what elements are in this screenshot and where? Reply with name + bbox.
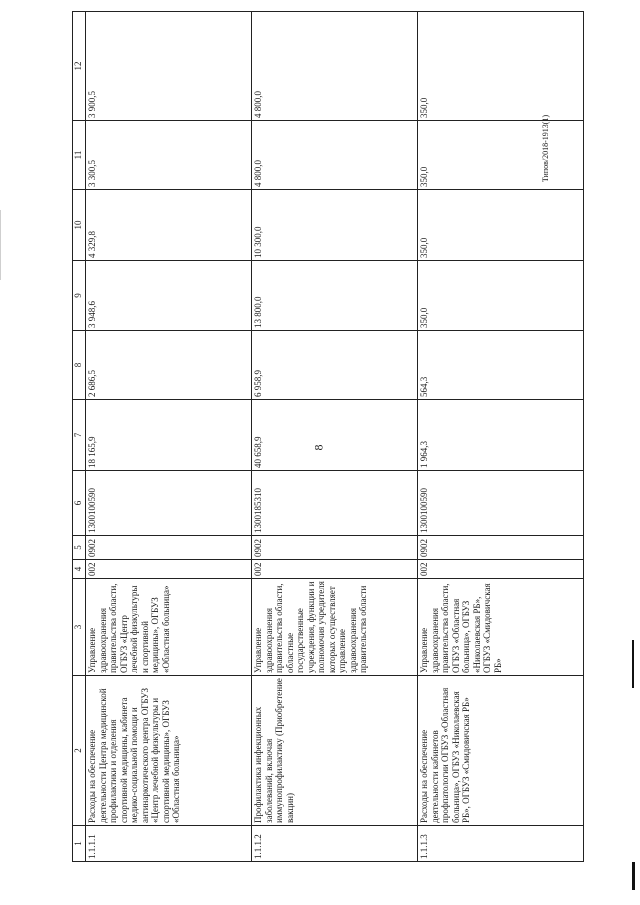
amount-cell: 2 686,5 xyxy=(86,331,252,400)
header-cell: 6 xyxy=(73,471,86,536)
amount-cell: 10 300,0 xyxy=(252,190,418,261)
code-cell: 002 xyxy=(418,560,584,579)
amount-cell: 1 964,3 xyxy=(418,400,584,471)
amount-cell: 4 329,8 xyxy=(86,190,252,261)
scan-mark-right-2 xyxy=(632,862,635,890)
header-cell: 2 xyxy=(73,676,86,826)
amount-cell: 4 800,0 xyxy=(252,121,418,190)
table-container xyxy=(72,32,584,862)
amount-cell: 3 948,6 xyxy=(86,261,252,331)
table-row xyxy=(86,12,252,862)
table-row xyxy=(418,12,584,862)
amount-cell: 4 800,0 xyxy=(252,12,418,121)
target-code-cell: 1300100590 xyxy=(86,471,252,536)
item-number-cell: 1.1.1.2 xyxy=(252,826,418,862)
section-code-cell: 0902 xyxy=(418,536,584,560)
scan-mark-left xyxy=(0,210,1,280)
section-code-cell: 0902 xyxy=(86,536,252,560)
header-cell: 4 xyxy=(73,560,86,579)
executor-cell: Управление здравоохранения правительства области, ОГБУЗ «Центр лечебной физкультуры и спортивной медицины», ОГБУЗ «Областная больница» xyxy=(86,579,252,676)
amount-cell: 350,0 xyxy=(418,261,584,331)
code-cell: 002 xyxy=(252,560,418,579)
table-row xyxy=(252,12,418,862)
amount-cell: 3 300,5 xyxy=(86,121,252,190)
amount-cell: 40 658,9 xyxy=(252,400,418,471)
amount-cell: 350,0 xyxy=(418,12,584,121)
expense-description-cell: Расходы на обеспечение деятельности Центра медицинской профилактики и отделения спортивной медицины, кабинета медико-социальной помощи и антинаркотического центра ОГБУЗ «Центр лечебной физкультуры и спортивной медицины», ОГБУЗ «Областная больница» xyxy=(86,676,252,826)
page-number: 8 xyxy=(311,444,326,451)
amount-cell: 6 958,9 xyxy=(252,331,418,400)
section-code-cell: 0902 xyxy=(252,536,418,560)
table-header-row xyxy=(73,12,86,862)
header-cell: 12 xyxy=(73,12,86,121)
document-stamp: Типов/2018-1913(1) xyxy=(541,114,551,183)
header-cell: 1 xyxy=(73,826,86,862)
amount-cell: 350,0 xyxy=(418,190,584,261)
target-code-cell: 1300185310 xyxy=(252,471,418,536)
header-cell: 3 xyxy=(73,579,86,676)
amount-cell: 13 800,0 xyxy=(252,261,418,331)
header-cell: 10 xyxy=(73,190,86,261)
executor-cell: Управление здравоохранения правительства области, областные государственные учреждения, функции и полномочия учредителя которых осуществляет управление здравоохранения правительства области xyxy=(252,579,418,676)
item-number-cell: 1.1.1.1 xyxy=(86,826,252,862)
item-number-cell: 1.1.1.3 xyxy=(418,826,584,862)
amount-cell: 18 165,9 xyxy=(86,400,252,471)
amount-cell: 564,3 xyxy=(418,331,584,400)
header-cell: 8 xyxy=(73,331,86,400)
executor-cell: Управление здравоохранения правительства области, ОГБУЗ «Областная больница», ОГБУЗ «Николаевская РБ», ОГБУЗ «Смидовичская РБ» xyxy=(418,579,584,676)
header-cell: 7 xyxy=(73,400,86,471)
expense-description-cell: Расходы на обеспечение деятельности кабинетов профпатологии ОГБУЗ «Областная больница», ОГБУЗ «Николаевская РБ», ОГБУЗ «Смидовичская РБ» xyxy=(418,676,584,826)
code-cell: 002 xyxy=(86,560,252,579)
budget-table xyxy=(72,11,584,862)
header-cell: 5 xyxy=(73,536,86,560)
target-code-cell: 1300100590 xyxy=(418,471,584,536)
expense-description-cell: Профилактика инфекционных заболеваний, включая иммунопрофилактику (Приобретение вакцин) xyxy=(252,676,418,826)
amount-cell: 3 900,5 xyxy=(86,12,252,121)
amount-cell: 350,0 xyxy=(418,121,584,190)
scan-mark-right-1 xyxy=(632,640,634,688)
header-cell: 9 xyxy=(73,261,86,331)
header-cell: 11 xyxy=(73,121,86,190)
